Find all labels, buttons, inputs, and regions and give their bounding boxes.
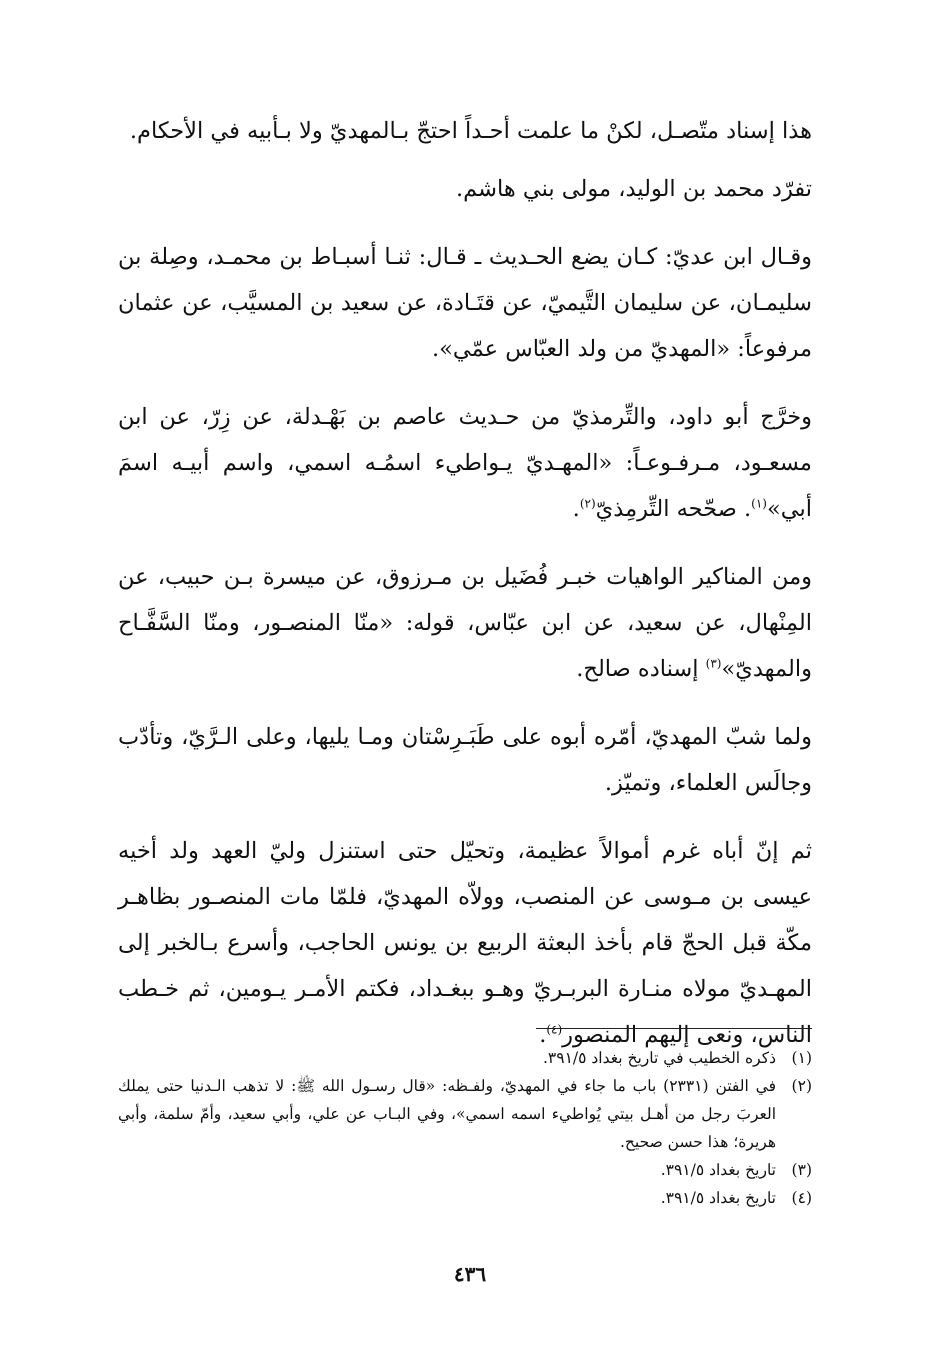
paragraph-manakir [118,554,812,692]
page-number: ٤٣٦ [453,1262,487,1286]
footnote-item [118,1156,812,1184]
footnote-number: (٤) [791,1189,812,1207]
paragraph-abu-dawud [118,394,812,532]
footnote-number: (٣) [791,1161,812,1179]
paragraph-text: تفرّد محمد بن الوليد، مولى بني هاشم. [455,176,812,202]
footnote-separator [536,1028,812,1029]
footnote-reference[interactable]: (٢) [579,496,596,511]
paragraph-text: وخرَّج أبو داود، والتِّرمذيّ من حـديث عاصم بن بَهْـدلة، عن زِرّ، عن ابن مسعـود، مـرفـوعـاً: «المهـديّ يـواطيء اسمُـه اسمي، واسم أبيـه اسمَ أبي» [118,404,812,522]
paragraph-text: هذا إسناد متّصـل، لكنْ ما علمت أحـداً احتجّ بـالمهديّ ولا بـأبيه في الأحكام. [129,118,812,144]
main-text-block [118,108,812,1080]
paragraph-muhammad-ibn-walid [118,166,812,212]
paragraph-text: وقـال ابن عديّ: كـان يضع الحـديث ـ قـال: ثنـا أسبـاط بن محمـد، وصِلة بن سليمـان، عن سليمان التَّيميّ، عن قتَـادة، عن سعيد بن المسيَّب، عن عثمان مرفوعاً: «المهديّ من ولد العبّاس عمّي». [118,244,812,362]
footnote-text: ذكره الخطيب في تاريخ بغداد ٣٩١/٥. [542,1049,776,1067]
footnote-reference[interactable]: (١) [751,496,767,511]
footnotes-section [118,1044,812,1212]
footnote-item [118,1072,812,1156]
paragraph-text: . صحّحه التِّرمِذيّ [595,496,752,522]
paragraph-text: ثم إنّ أباه غرم أموالاً عظيمة، وتحيّل حتى استنزل وليّ العهد ولد أخيه عيسى بن مـوسى عن المنصب، وولاّه المهديّ، فلمّا مات المنصـور بظاهـر مكّة قبل الحجّ قام بأخذ البعثة الربيع بن يونس الحاجب، وأسرع بـالخبر إلى المهـديّ مولاه منـارة البربـريّ وهـو ببغـداد، فكتم الأمـر يـومين، ثم خـطب الناس، ونعى إليهم المنصور [118,838,812,1048]
footnote-reference[interactable]: (٤) [546,1022,563,1037]
paragraph-text: . [539,1022,547,1048]
footnote-number: (١) [791,1049,812,1067]
paragraph-tabaristan [118,714,812,806]
paragraph-ibn-adi [118,234,812,372]
paragraph-text: . [572,496,580,522]
paragraph-text: إسناده صالح. [576,656,706,682]
paragraph-succession [118,828,812,1058]
paragraph-text: ومن المناكير الواهيات خبـر فُضَيل بن مـرزوق، عن ميسرة بـن حبيب، عن المِنْهال، عن سعيد، عن ابن عبّاس، قوله: «منّا المنصـور، ومنّا السَّفَّـاح والمهديّ» [118,564,812,682]
paragraph-text: ولما شبّ المهديّ، أمّره أبوه على طَبَـرِسْتان ومـا يليها، وعلى الـرَّيّ، وتأدّب وجالَس العلماء، وتميّز. [118,724,812,796]
footnote-number: (٢) [791,1077,812,1095]
footnote-item [118,1184,812,1212]
footnote-item [118,1044,812,1072]
footnote-text: تاريخ بغداد ٣٩١/٥. [660,1161,776,1179]
paragraph-isnad-connected [118,108,812,154]
footnote-text: تاريخ بغداد ٣٩١/٥. [660,1189,776,1207]
footnote-reference[interactable]: (٣) [705,656,722,671]
footnote-text: في الفتن (٢٣٣١) باب ما جاء في المهديّ، ولفـظه: «قال رسـول الله ﷺ: لا تذهب الـدنيا حتى يملك العربَ رجل من أهـل بيتي يُواطيء اسمه اسمي»، وفي البـاب عن علي، وأبي سعيد، وأمّ سلمة، وأبي هريرة؛ هذا حسن صحيح. [118,1077,776,1151]
